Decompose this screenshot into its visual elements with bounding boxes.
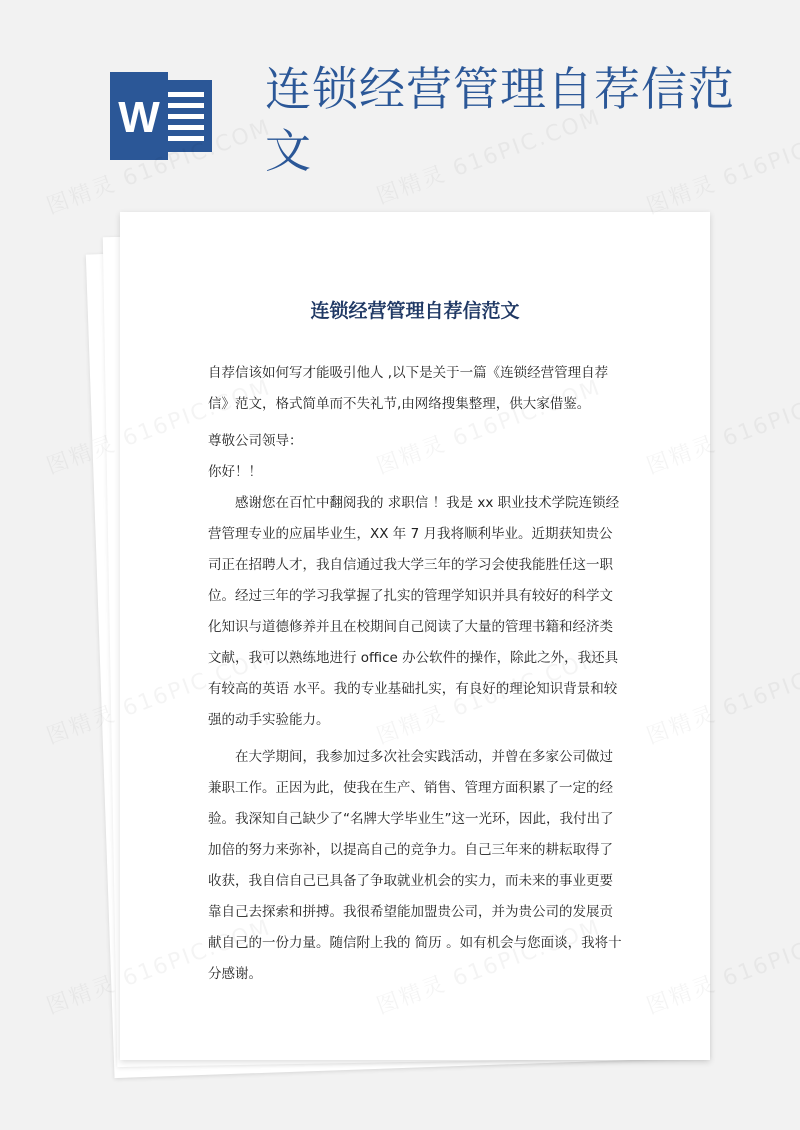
body-paragraph-2: 在大学期间，我参加过多次社会实践活动，并曾在多家公司做过兼职工作。正因为此，使我在生产、销售、管理方面积累了一定的经验。我深知自己缺少了“名牌大学毕业生”这一光环，因此，我付出了加倍的努力来弥补，以提高自己的竞争力。自己三年来的耕耘取得了收获，我自信自己已具备了争取就业机会的实力，而未来的事业更要靠自己去探索和拼搏。我很希望能加盟贵公司，并为贵公司的发展贡献自己的一份力量。随信附上我的 简历 。如有机会与您面谈，我将十分感谢。 <box>208 749 622 982</box>
greeting: 你好！！ <box>208 464 262 480</box>
word-doc-icon <box>110 72 214 160</box>
document-page <box>120 212 710 1060</box>
intro-paragraph: 自荐信该如何写才能吸引他人 ,以下是关于一篇《连锁经营管理自荐信》范文，格式简单而不失礼节,由网络搜集整理，供大家借鉴。 <box>208 365 609 412</box>
body-paragraph-1: 感谢您在百忙中翻阅我的 求职信 ！我是 xx 职业技术学院连锁经营管理专业的应届毕业生，XX 年 7 月我将顺利毕业。近期获知贵公司正在招聘人才，我自信通过我大学三年的学习会使我能胜任这一职位。经过三年的学习我掌握了扎实的管理学知识并具有较好的科学文化知识与道德修养并且在校期间自己阅读了大量的管理书籍和经济类文献，我可以熟练地进行 office 办公软件的操作，除此之外，我还具有较高的英语 水平。我的专业基础扎实，有良好的理论知识背景和较强的动手实验能力。 <box>208 495 620 728</box>
salutation: 尊敬公司领导： <box>208 433 303 449</box>
word-icon-letter: W <box>118 93 160 142</box>
document-title: 连锁经营管理自荐信范文 <box>310 300 520 322</box>
page-title: 连锁经营管理自荐信范文 <box>265 62 735 178</box>
document-body <box>208 358 624 990</box>
